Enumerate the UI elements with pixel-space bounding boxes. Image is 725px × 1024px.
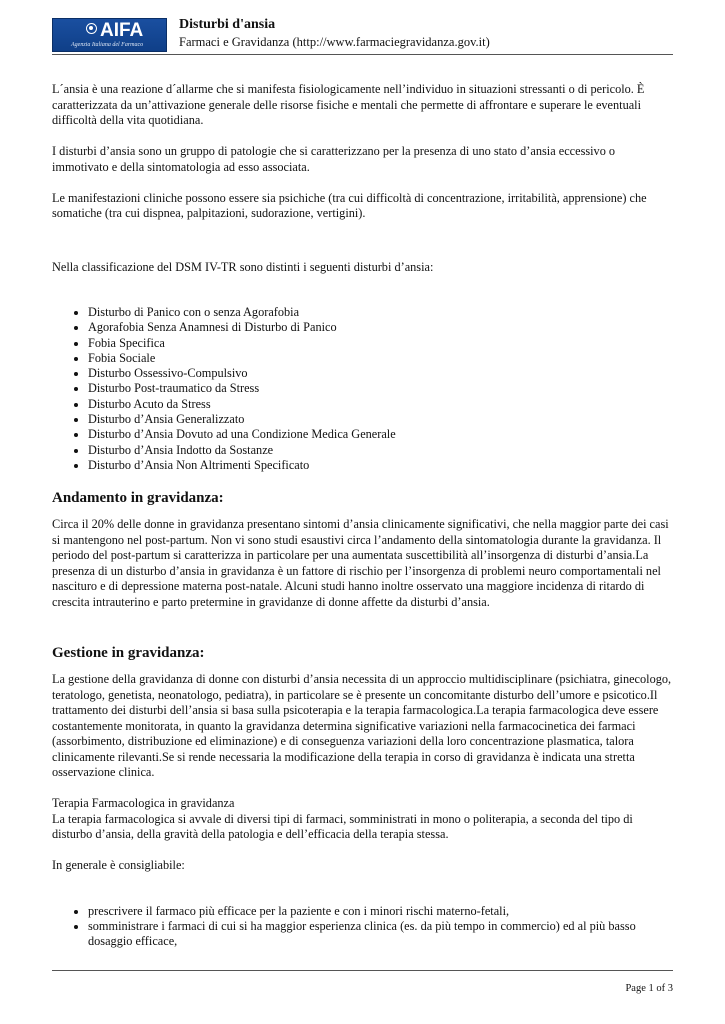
document-title: Disturbi d'ansia	[179, 17, 276, 32]
list-item: • Agorafobia Senza Anamnesi di Disturbo di Panico	[88, 320, 673, 335]
list-item: • Disturbo d’Ansia Non Altrimenti Specificato	[88, 458, 673, 473]
list-item: • Disturbo Post-traumatico da Stress	[88, 381, 673, 396]
header-divider	[52, 54, 673, 55]
list-item: • Disturbo Ossessivo-Compulsivo	[88, 366, 673, 381]
logo-text: AIFA	[100, 20, 144, 41]
list-item: • Disturbo di Panico con o senza Agorafobia	[88, 305, 673, 320]
emblem-icon	[86, 23, 97, 34]
list-item: • Disturbo d’Ansia Indotto da Sostanze	[88, 443, 673, 458]
page-header	[52, 18, 673, 54]
paragraph-manifestations: Le manifestazioni cliniche possono essere sia psichiche (tra cui difficoltà di concentrazione, irritabilità, apprensione) che somatiche (tra cui dispnea, palpitazioni, sudorazione, vertigini).	[52, 190, 647, 220]
paragraph-classification: Nella classificazione del DSM IV-TR sono distinti i seguenti disturbi d’ansia:	[52, 259, 434, 274]
list-item: • Disturbo d’Ansia Dovuto ad una Condizione Medica Generale	[88, 427, 673, 442]
paragraph-recommendation-intro: In generale è consigliabile:	[52, 858, 185, 873]
paragraph-intro: L´ansia è una reazione d´allarme che si manifesta fisiologicamente nell’individuo in situazioni stressanti o di pericolo. È caratterizzata da un’attivazione generale delle risorse fisiche e mentali che permette di affrontare e superare le eventuali difficoltà della vita quotidiana.	[52, 82, 645, 127]
section-heading-management: Gestione in gravidanza:	[52, 645, 205, 662]
paragraph-pregnancy-course: Circa il 20% delle donne in gravidanza presentano sintomi d’ansia clinicamente significativi, che nella maggior parte dei casi si mantengono nel post-partum. Non vi sono studi esaustivi circa l’andamento della sintomatologia durante la gravidanza. Il periodo del post-partum si caratterizza in particolare per una aumentata suscettibilità all’insorgenza di disturbi d’ansia.La presenza di un disturbo d’ansia in gravidanza è un fattore di rischio per l’insorgenza di problemi neuro comportamentali nel nascituro e di depressione materna post-natale. Alcuni studi hanno inoltre osservato una maggiore incidenza di ritardo di crescita intrauterino e parto pretermine in gravidanze di donne affette da disturbi d’ansia.	[52, 517, 669, 609]
document-body	[52, 82, 673, 950]
list-item: • Disturbo Acuto da Stress	[88, 397, 673, 412]
page-number: Page 1 of 3	[625, 983, 673, 994]
therapy-subheading: Terapia Farmacologica in gravidanza	[52, 796, 235, 811]
list-item: • somministrare i farmaci di cui si ha maggior esperienza clinica (es. da più tempo in commercio) ed al più basso dosaggio efficace,	[88, 919, 673, 950]
list-item: • prescrivere il farmaco più efficace per la paziente e con i minori rischi materno-fetali,	[88, 904, 673, 919]
footer-divider	[52, 970, 673, 971]
logo-subtitle: Agenzia Italiana del Farmaco	[71, 42, 144, 48]
document-source: Farmaci e Gravidanza (http://www.farmaciegravidanza.gov.it)	[179, 35, 490, 49]
disorder-list	[52, 305, 673, 473]
paragraph-therapy: La terapia farmacologica si avvale di diversi tipi di farmaci, somministrati in mono o politerapia, a seconda del tipo di disturbo d’ansia, della gravità della patologia e dell’efficacia della terapia stessa.	[52, 811, 633, 842]
section-heading-pregnancy-course: Andamento in gravidanza:	[52, 490, 224, 507]
paragraph-definition: I disturbi d’ansia sono un gruppo di patologie che si caratterizzano per la presenza di uno stato d’ansia eccessivo o immotivato e della sintomatologia ad esso associata.	[52, 144, 616, 174]
list-item: • Fobia Sociale	[88, 351, 673, 366]
recommendation-list	[52, 904, 673, 950]
aifa-logo	[52, 18, 167, 52]
list-item: • Disturbo d’Ansia Generalizzato	[88, 412, 673, 427]
list-item: • Fobia Specifica	[88, 336, 673, 351]
paragraph-management: La gestione della gravidanza di donne con disturbi d’ansia necessita di un approccio multidisciplinare (psichiatra, ginecologo, teratologo, genetista, neonatologo, pediatra), in particolare se è presente un concomitante disturbo dell’umore e psicotico.Il trattamento dei disturbi dell’ansia si basa sulla psicoterapia e la terapia farmacologica.La terapia farmacologica deve essere costantemente monitorata, in quanto la gravidanza determina significative variazioni nella farmacocinetica dei farmaci (assorbimento, distribuzione ed eliminazione) e di conseguenza variazioni della loro concentrazione plasmatica, talora clinicamente rilevanti.Se si rende necessaria la modificazione della terapia in corso di gravidanza è indicata una stretta osservazione clinica.	[52, 672, 672, 780]
